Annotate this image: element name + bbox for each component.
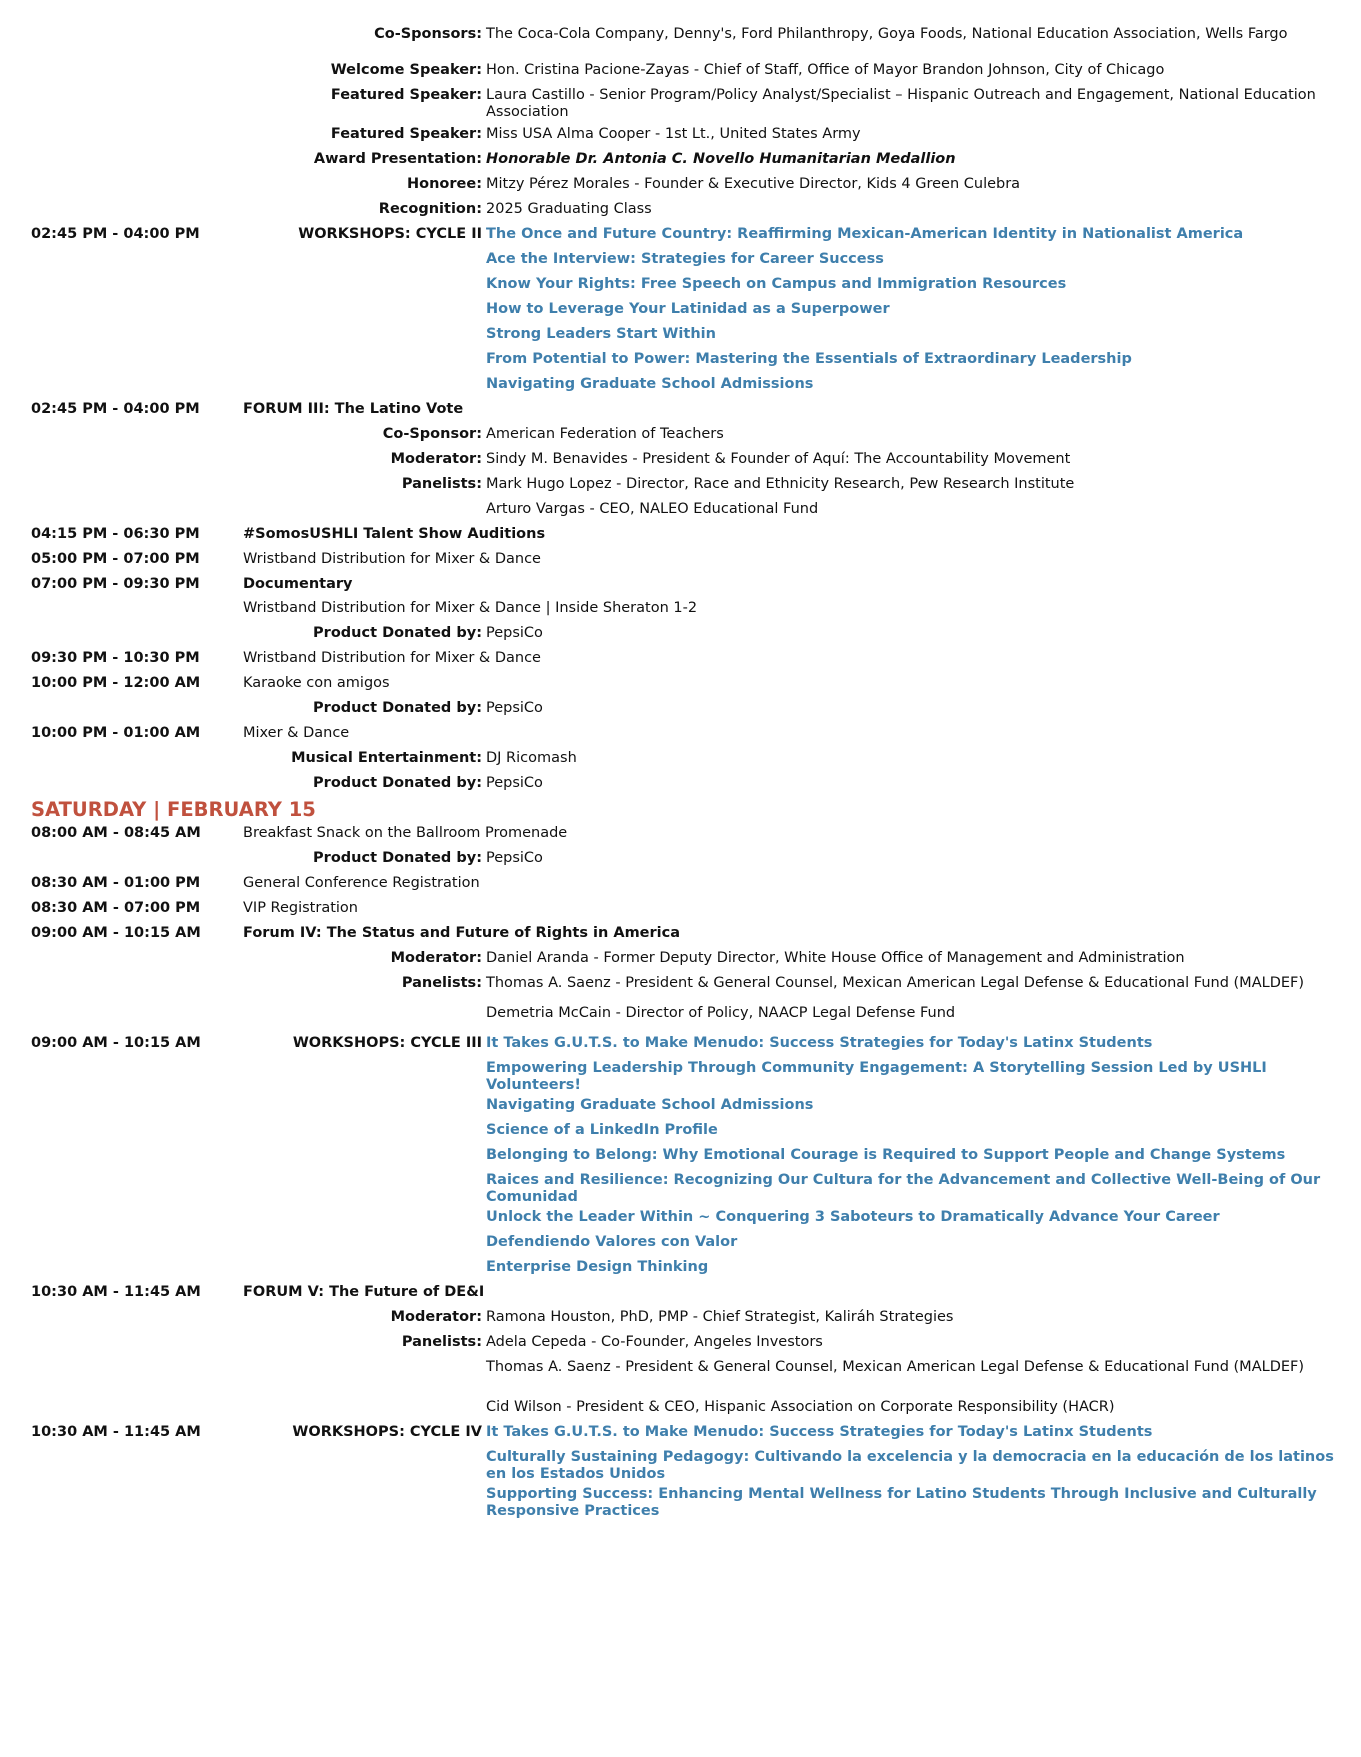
detail-value: American Federation of Teachers [486,426,724,442]
session-title: Forum IV: The Status and Future of Rights in America [243,925,681,941]
workshop-link[interactable]: From Potential to Power: Mastering the Essentials of Extraordinary Leadership [486,351,1132,367]
detail-label-panelists: Panelists: [401,975,482,991]
session-title: FORUM III: The Latino Vote [243,401,464,417]
session-time: 10:00 PM - 01:00 AM [31,725,201,741]
workshop-link[interactable]: Ace the Interview: Strategies for Career Success [486,251,884,267]
session-title: Wristband Distribution for Mixer & Dance [243,650,541,666]
workshop-link[interactable]: Raices and Resilience: Recognizing Our Cultura for the Advancement and Collective Well-Being of Our Comunidad [486,1172,1321,1205]
detail-label-honoree: Honoree: [407,176,482,192]
session-time: 08:00 AM - 08:45 AM [31,825,201,841]
detail-label-welcome-speaker: Welcome Speaker: [330,62,482,78]
detail-value: Mitzy Pérez Morales - Founder & Executive Director, Kids 4 Green Culebra [486,176,1021,192]
detail-label-recognition: Recognition: [378,201,482,217]
day-heading: SATURDAY | FEBRUARY 15 [31,798,316,821]
detail-label-workshops-cycle-iii: WORKSHOPS: CYCLE III [292,1035,482,1051]
detail-value: The Coca-Cola Company, Denny's, Ford Philanthropy, Goya Foods, National Education Association, Wells Fargo [486,26,1288,42]
workshop-link[interactable]: Science of a LinkedIn Profile [486,1122,718,1138]
detail-label-moderator: Moderator: [390,1309,482,1325]
detail-label-award-presentation: Award Presentation: [313,151,482,167]
detail-value: Thomas A. Saenz - President & General Counsel, Mexican American Legal Defense & Educational Fund (MALDEF) [486,975,1305,991]
workshop-link[interactable]: Enterprise Design Thinking [486,1259,709,1275]
workshop-link[interactable]: Unlock the Leader Within ~ Conquering 3 Saboteurs to Dramatically Advance Your Career [486,1209,1220,1225]
session-title: #SomosUSHLI Talent Show Auditions [243,526,546,542]
workshop-link[interactable]: The Once and Future Country: Reaffirming Mexican-American Identity in Nationalist America [486,226,1244,242]
detail-label-moderator: Moderator: [390,950,482,966]
session-time: 10:30 AM - 11:45 AM [31,1424,201,1440]
detail-label-featured-speaker: Featured Speaker: [330,87,482,103]
detail-label-co-sponsors: Co-Sponsors: [374,26,482,42]
detail-value: Cid Wilson - President & CEO, Hispanic Association on Corporate Responsibility (HACR) [486,1399,1115,1415]
detail-value: Ramona Houston, PhD, PMP - Chief Strategist, Kaliráh Strategies [486,1309,954,1325]
session-time: 08:30 AM - 01:00 PM [31,875,201,891]
workshop-link[interactable]: Navigating Graduate School Admissions [486,1097,814,1113]
detail-value: Daniel Aranda - Former Deputy Director, White House Office of Management and Administration [486,950,1185,966]
session-time: 10:00 PM - 12:00 AM [31,675,201,691]
workshop-link[interactable]: Culturally Sustaining Pedagogy: Cultivando la excelencia y la democracia en la educación de los latinos en los Estados Unidos [486,1449,1334,1482]
workshop-link[interactable]: It Takes G.U.T.S. to Make Menudo: Success Strategies for Today's Latinx Students [486,1424,1153,1440]
workshop-link[interactable]: Belonging to Belong: Why Emotional Courage is Required to Support People and Change Systems [486,1147,1286,1163]
session-time: 04:15 PM - 06:30 PM [31,526,200,542]
session-time: 07:00 PM - 09:30 PM [31,576,200,592]
session-time: 08:30 AM - 07:00 PM [31,900,201,916]
session-title: Mixer & Dance [243,725,350,741]
session-title: Wristband Distribution for Mixer & Dance [243,551,541,567]
workshop-link[interactable]: Navigating Graduate School Admissions [486,376,814,392]
detail-label-product-donated-by: Product Donated by: [313,850,482,866]
workshop-link[interactable]: Strong Leaders Start Within [486,326,716,342]
session-time: 09:00 AM - 10:15 AM [31,1035,201,1051]
session-time: 05:00 PM - 07:00 PM [31,551,200,567]
detail-label-workshops-cycle-iv: WORKSHOPS: CYCLE IV [292,1424,482,1440]
session-title: Wristband Distribution for Mixer & Dance | Inside Sheraton 1-2 [243,600,698,616]
detail-value: PepsiCo [486,700,543,716]
detail-value: Thomas A. Saenz - President & General Counsel, Mexican American Legal Defense & Educational Fund (MALDEF) [486,1359,1305,1375]
detail-value: Laura Castillo - Senior Program/Policy Analyst/Specialist – Hispanic Outreach and Engagement, National Education Association [486,87,1316,120]
session-time: 09:00 AM - 10:15 AM [31,925,201,941]
session-title: General Conference Registration [243,875,480,891]
session-title: FORUM V: The Future of DE&I [243,1284,485,1300]
detail-label-moderator: Moderator: [390,451,482,467]
workshop-link[interactable]: How to Leverage Your Latinidad as a Superpower [486,301,890,317]
detail-value: Adela Cepeda - Co-Founder, Angeles Investors [486,1334,823,1350]
detail-label-musical-entertainment: Musical Entertainment: [291,750,482,766]
session-title: VIP Registration [243,900,358,916]
detail-label-product-donated-by: Product Donated by: [313,625,482,641]
session-time: 02:45 PM - 04:00 PM [31,226,200,242]
detail-value: Miss USA Alma Cooper - 1st Lt., United States Army [486,126,861,142]
detail-value: Sindy M. Benavides - President & Founder of Aquí: The Accountability Movement [486,451,1071,467]
session-time: 10:30 AM - 11:45 AM [31,1284,201,1300]
workshop-link[interactable]: Supporting Success: Enhancing Mental Wellness for Latino Students Through Inclusive and Culturally Responsive Practices [486,1486,1317,1519]
detail-label-product-donated-by: Product Donated by: [313,775,482,791]
session-title: Breakfast Snack on the Ballroom Promenade [243,825,568,841]
session-title: Karaoke con amigos [243,675,390,691]
session-time: 09:30 PM - 10:30 PM [31,650,200,666]
detail-value: 2025 Graduating Class [486,201,652,217]
detail-value: DJ Ricomash [486,750,577,766]
detail-value: PepsiCo [486,850,543,866]
detail-value: Honorable Dr. Antonia C. Novello Humanitarian Medallion [486,151,956,167]
detail-value: PepsiCo [486,775,543,791]
workshop-link[interactable]: It Takes G.U.T.S. to Make Menudo: Success Strategies for Today's Latinx Students [486,1035,1153,1051]
detail-value: Mark Hugo Lopez - Director, Race and Ethnicity Research, Pew Research Institute [486,476,1075,492]
session-title: Documentary [243,576,353,592]
detail-label-product-donated-by: Product Donated by: [313,700,482,716]
detail-value: Arturo Vargas - CEO, NALEO Educational Fund [486,501,819,517]
detail-label-featured-speaker: Featured Speaker: [330,126,482,142]
detail-value: Hon. Cristina Pacione-Zayas - Chief of Staff, Office of Mayor Brandon Johnson, City of Chicago [486,62,1165,78]
session-time: 02:45 PM - 04:00 PM [31,401,200,417]
detail-label-workshops-cycle-ii: WORKSHOPS: CYCLE II [298,226,482,242]
detail-value: PepsiCo [486,625,543,641]
detail-label-co-sponsor: Co-Sponsor: [382,426,482,442]
detail-value: Demetria McCain - Director of Policy, NAACP Legal Defense Fund [486,1005,956,1021]
workshop-link[interactable]: Defendiendo Valores con Valor [486,1234,738,1250]
detail-label-panelists: Panelists: [401,1334,482,1350]
workshop-link[interactable]: Know Your Rights: Free Speech on Campus and Immigration Resources [486,276,1067,292]
detail-label-panelists: Panelists: [401,476,482,492]
workshop-link[interactable]: Empowering Leadership Through Community Engagement: A Storytelling Session Led by USHLI Volunteers! [486,1060,1267,1093]
